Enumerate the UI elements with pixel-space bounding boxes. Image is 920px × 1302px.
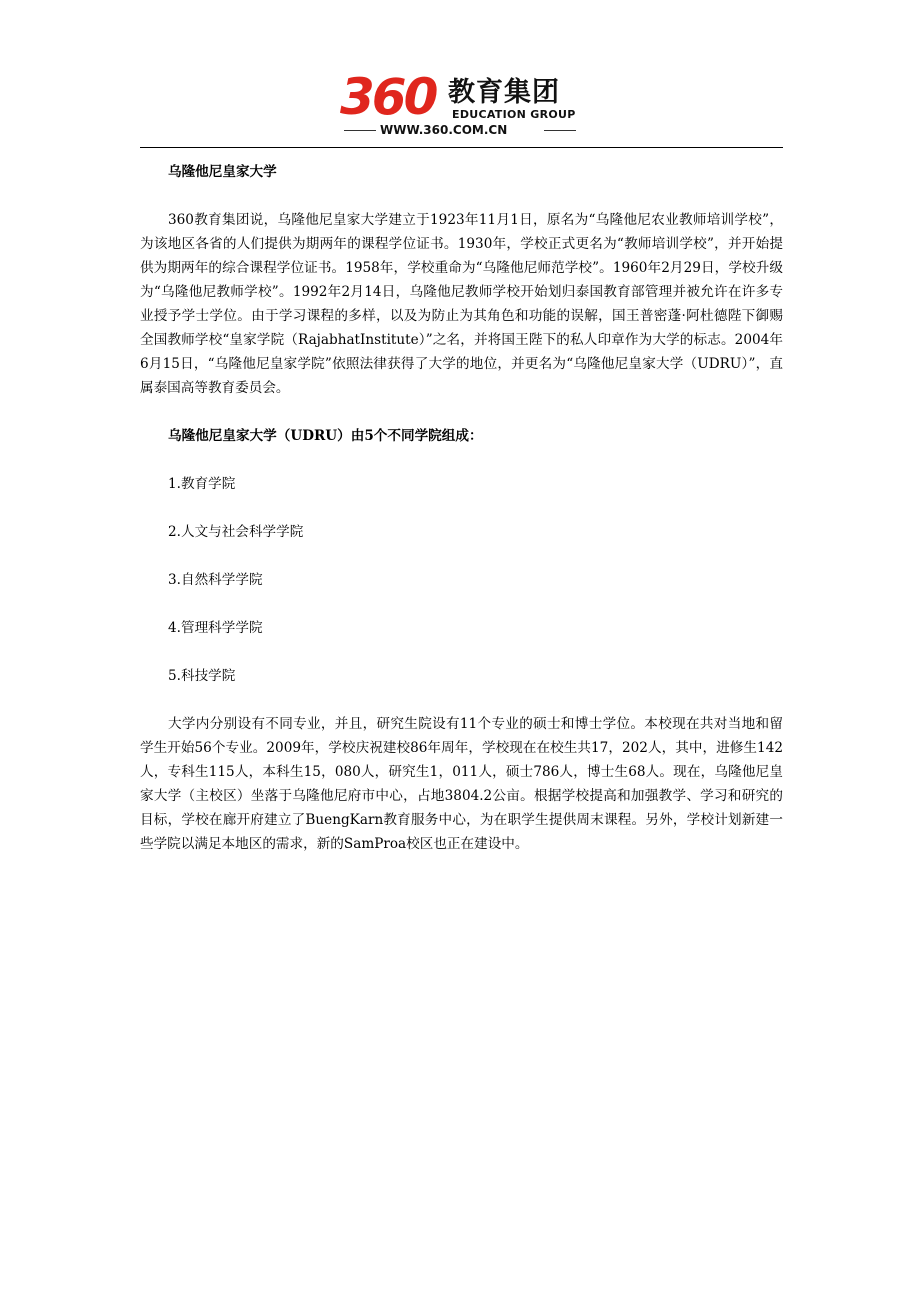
faculty-item: 1.教育学院 — [168, 476, 236, 492]
intro-paragraph: 360教育集团说，乌隆他尼皇家大学建立于1923年11月1日，原名为“乌隆他尼农业教师培训学校”，为该地区各省的人们提供为期两年的课程学位证书。1930年，学校正式更名为“教师培训学校”，并开始提供为期两年的综合课程学位证书。1958年，学校重命为“乌隆他尼师范学校”。1960年2月29日，学校升级为“乌隆他尼教师学校”。1992年2月14日，乌隆他尼教师学校开始划归泰国教育部管理并被允许在许多专业授予学士学位。由于学习课程的多样，以及为防止为其角色和功能的误解，国王普密蓬·阿杜德陛下御赐全国教师学校“皇家学院（RajabhatInstitute）”之名，并将国王陛下的私人印章作为大学的标志。2004年6月15日，“乌隆他尼皇家学院”依照法律获得了大学的地位，并更名为“乌隆他尼皇家大学（UDRU）”，直属泰国高等教育委员会。 — [140, 212, 783, 396]
article-body — [140, 160, 783, 856]
logo-number: 360 — [340, 68, 436, 126]
closing-paragraph: 大学内分别设有不同专业，并且，研究生院设有11个专业的硕士和博士学位。本校现在共对当地和留学生开始56个专业。2009年，学校庆祝建校86年周年，学校现在在校生共17，202人，其中，进修生142人，专科生115人，本科生15，080人，研究生1，011人，硕士786人，博士生68人。现在，乌隆他尼皇家大学（主校区）坐落于乌隆他尼府市中心，占地3804.2公亩。根据学校提高和加强教学、学习和研究的目标，学校在廊开府建立了BuengKarn教育服务中心，为在职学生提供周末课程。另外，学校计划新建一些学院以满足本地区的需求，新的SamProa校区也正在建设中。 — [140, 716, 783, 852]
header-divider — [140, 147, 783, 148]
faculties-heading: 乌隆他尼皇家大学（UDRU）由5个不同学院组成： — [168, 428, 483, 444]
faculty-item: 5.科技学院 — [168, 668, 236, 684]
logo-chinese-name: 教育集团 — [448, 77, 560, 108]
faculty-item: 4.管理科学学院 — [168, 620, 263, 636]
logo-url-left-line — [344, 130, 376, 131]
page-header — [0, 0, 920, 148]
logo-360-education-group[interactable] — [340, 68, 580, 142]
logo-english-name: EDUCATION GROUP — [452, 108, 576, 121]
faculty-item: 2.人文与社会科学学院 — [168, 524, 304, 540]
article-title: 乌隆他尼皇家大学 — [168, 164, 277, 180]
faculty-item: 3.自然科学学院 — [168, 572, 263, 588]
logo-url-right-line — [544, 130, 576, 131]
logo-url: WWW.360.COM.CN — [380, 123, 508, 137]
